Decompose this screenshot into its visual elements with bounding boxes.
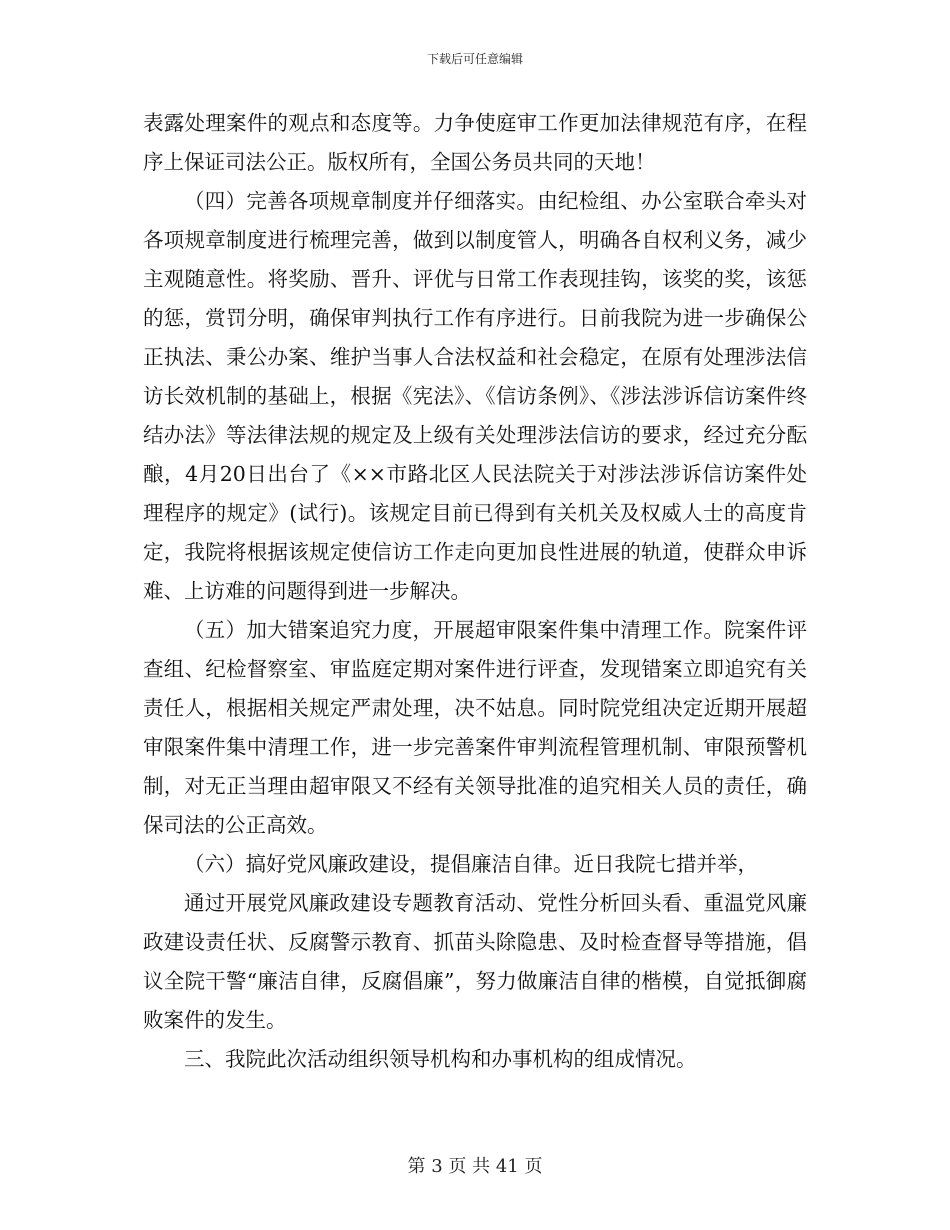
paragraph-section-5: （五）加大错案追究力度，开展超审限案件集中清理工作。院案件评查组、纪检督察室、审监庭定期对案件进行评查，发现错案立即追究有关责任人，根据相关规定严肃处理，决不姑息。同时院党组决定近期开展超审限案件集中清理工作，进一步完善案件审判流程管理机制、审限预警机制，对无正当理由超审限又不经有关领导批准的追究相关人员的责任，确保司法的公正高效。 [143,618,807,837]
page-header: 下载后可任意编辑 [426,52,523,66]
document-body [143,104,807,1079]
paragraph-section-4: （四）完善各项规章制度并仔细落实。由纪检组、办公室联合牵头对各项规章制度进行梳理完善，做到以制度管人，明确各自权利义务，减少主观随意性。将奖励、晋升、评优与日常工作表现挂钩，该奖的奖，该惩的惩，赏罚分明，确保审判执行工作有序进行。日前我院为进一步确保公正执法、秉公办案、维护当事人合法权益和社会稳定，在原有处理涉法信访长效机制的基础上，根据《宪法》、《信访条例》、《涉法涉诉信访案件终结办法》等法律法规的规定及上级有关处理涉法信访的要求，经过充分酝酿，4月20日出台了《××市路北区人民法院关于对涉法涉诉信访案件处理程序的规定》(试行)。该规定目前已得到有关机关及权威人士的高度肯定，我院将根据该规定使信访工作走向更加良性进展的轨道，使群众申诉难、上访难的问题得到进一步解决。 [143,189,807,603]
paragraph-continuation: 表露处理案件的观点和态度等。力争使庭审工作更加法律规范有序，在程序上保证司法公正。版权所有，全国公务员共同的天地！ [143,111,807,174]
page-number-footer: 第 3 页 共 41 页 [407,1156,543,1177]
paragraph-section-6: （六）搞好党风廉政建设，提倡廉洁自律。近日我院七措并举， [184,852,758,876]
paragraph-section-6-detail: 通过开展党风廉政建设专题教育活动、党性分析回头看、重温党风廉政建设责任状、反腐警示教育、抓苗头除隐患、及时检查督导等措施，倡议全院干警“廉洁自律，反腐倡廉”，努力做廉洁自律的楷模，自觉抵御腐败案件的发生。 [143,891,807,1032]
paragraph-part-3-heading: 三、我院此次活动组织领导机构和办事机构的组成情况。 [184,1047,697,1071]
